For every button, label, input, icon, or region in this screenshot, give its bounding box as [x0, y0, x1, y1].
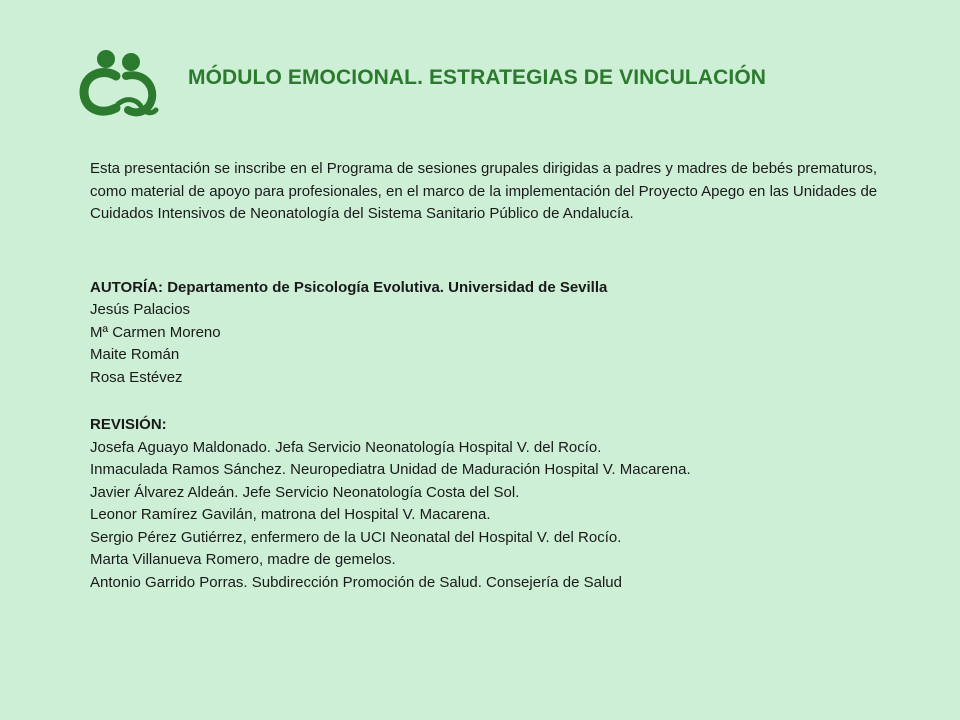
reviewer-name: Marta Villanueva Romero, madre de gemelos.: [90, 551, 396, 568]
reviewer-name: Inmaculada Ramos Sánchez. Neuropediatra Unidad de Maduración Hospital V. Macarena.: [90, 461, 691, 478]
reviewer-name: Leonor Ramírez Gavilán, matrona del Hospital V. Macarena.: [90, 506, 491, 523]
logo: [76, 48, 160, 120]
reviewer-name: Antonio Garrido Porras. Subdirección Promoción de Salud. Consejería de Salud: [90, 573, 622, 591]
author-name: Maite Román: [90, 346, 180, 363]
authors-section: [90, 277, 910, 390]
reviewer-name: Josefa Aguayo Maldonado. Jefa Servicio Neonatología Hospital V. del Rocío.: [90, 438, 602, 456]
reviewer-name: Sergio Pérez Gutiérrez, enfermero de la UCI Neonatal del Hospital V. del Rocío.: [90, 528, 622, 546]
review-section: [90, 414, 910, 594]
author-name: Rosa Estévez: [90, 368, 183, 386]
intro-section: [90, 158, 910, 226]
page-title: MÓDULO EMOCIONAL. ESTRATEGIAS DE VINCULACIÓN: [188, 66, 767, 89]
review-heading: REVISIÓN:: [90, 416, 167, 433]
reviewer-name: Javier Álvarez Aldeán. Jefe Servicio Neonatología Costa del Sol.: [90, 483, 520, 501]
content: [90, 158, 910, 594]
author-name: Mª Carmen Moreno: [90, 323, 221, 341]
authors-heading: AUTORÍA: Departamento de Psicología Evolutiva. Universidad de Sevilla: [90, 278, 608, 296]
intro-paragraph: Esta presentación se inscribe en el Programa de sesiones grupales dirigidas a padres y madres de bebés prematuros, como material de apoyo para profesionales, en el marco de la implementación del Proyecto Apego en las Unidades de Cuidados Intensivos de Neonatología del Sistema Sanitario Público de Andalucía.: [90, 160, 878, 222]
author-name: Jesús Palacios: [90, 301, 191, 318]
mother-baby-logo-icon: [76, 48, 160, 120]
